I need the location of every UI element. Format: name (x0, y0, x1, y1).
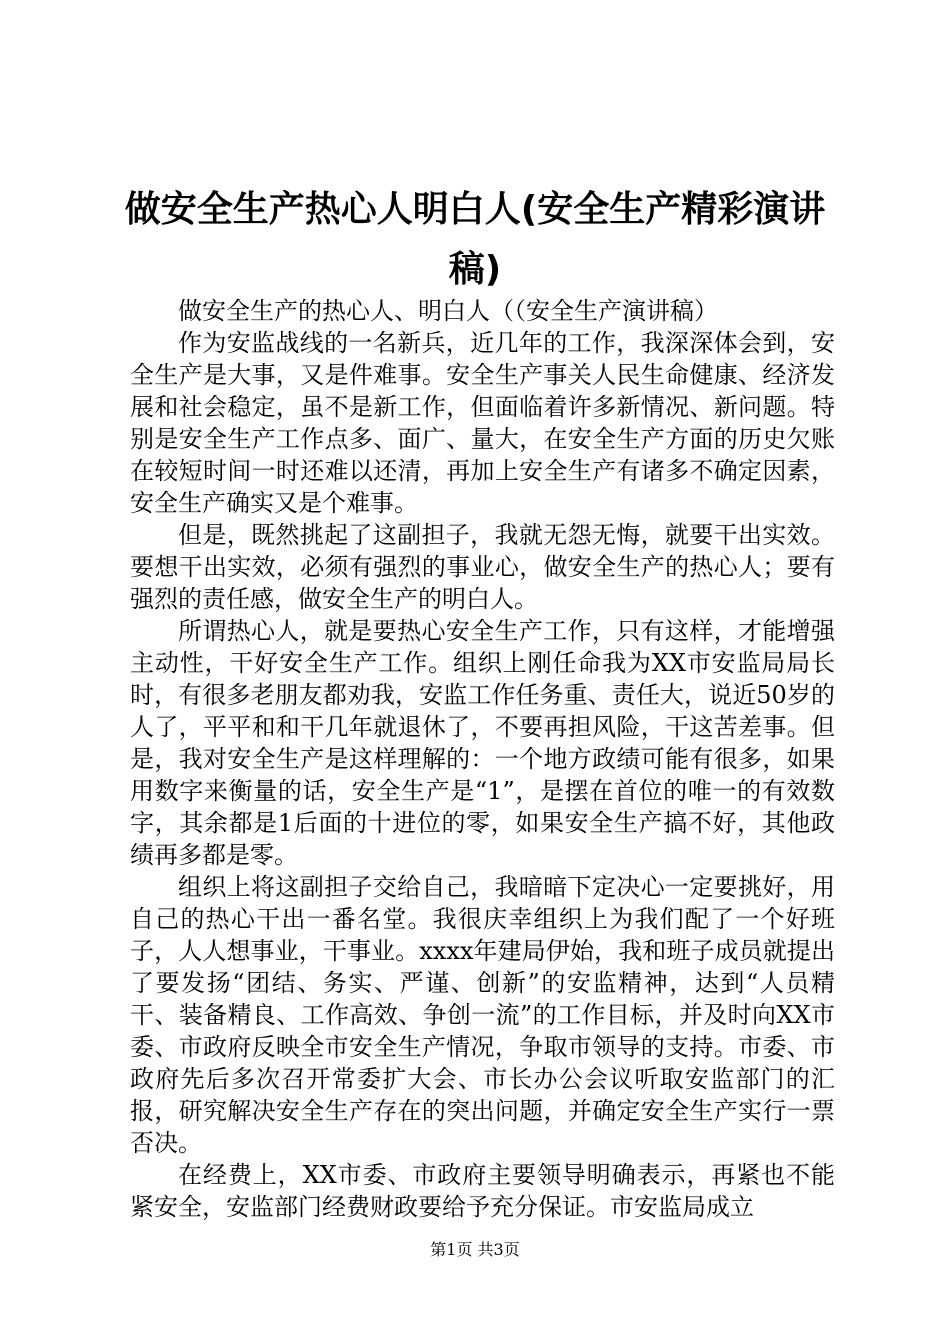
paragraph: 在经费上，XX市委、市政府主要领导明确表示，再紧也不能紧安全，安监部门经费财政要给予充分保证。市安监局成立 (130, 1161, 835, 1221)
page-number-footer: 第1页 共3页 (430, 1240, 520, 1259)
paragraph: 组织上将这副担子交给自己，我暗暗下定决心一定要挑好，用自己的热心干出一番名堂。我很庆幸组织上为我们配了一个好班子，人人想事业，干事业。xxxx年建局伊始，我和班子成员就提出了要发扬“团结、务实、严谨、创新”的安监精神，达到“人员精干、装备精良、工作高效、争创一流”的工作目标，并及时向XX市委、市政府反映全市安全生产情况，争取市领导的支持。市委、市政府先后多次召开常委扩大会、市长办公会议听取安监部门的汇报，研究解决安全生产存在的突出问题，并确定安全生产实行一票否决。 (130, 873, 835, 1157)
paragraph-subtitle: 做安全生产的热心人、明白人（（安全生产演讲稿） (178, 297, 718, 325)
paragraph: 所谓热心人，就是要热心安全生产工作，只有这样，才能增强主动性，干好安全生产工作。组织上刚任命我为XX市安监局局长时，有很多老朋友都劝我，安监工作任务重、责任大，说近50岁的人了，平平和和干几年就退休了，不要再担风险，干这苦差事。但是，我对安全生产是这样理解的：一个地方政绩可能有很多，如果用数字来衡量的话，安全生产是“1”，是摆在首位的唯一的有效数字，其余都是1后面的十进位的零，如果安全生产搞不好，其他政绩再多都是零。 (130, 617, 835, 869)
paragraph: 但是，既然挑起了这副担子，我就无怨无悔，就要干出实效。要想干出实效，必须有强烈的事业心，做安全生产的热心人；要有强烈的责任感，做安全生产的明白人。 (130, 521, 835, 613)
document-body (130, 295, 835, 1223)
document-title: 做安全生产热心人明白人(安全生产精彩演讲稿) (124, 189, 826, 290)
paragraph: 作为安监战线的一名新兵，近几年的工作，我深深体会到，安全生产是大事，又是件难事。安全生产事关人民生命健康、经济发展和社会稳定，虽不是新工作，但面临着许多新情况、新问题。特别是安全生产工作点多、面广、量大，在安全生产方面的历史欠账在较短时间一时还难以还清，再加上安全生产有诸多不确定因素，安全生产确实又是个难事。 (130, 329, 835, 517)
